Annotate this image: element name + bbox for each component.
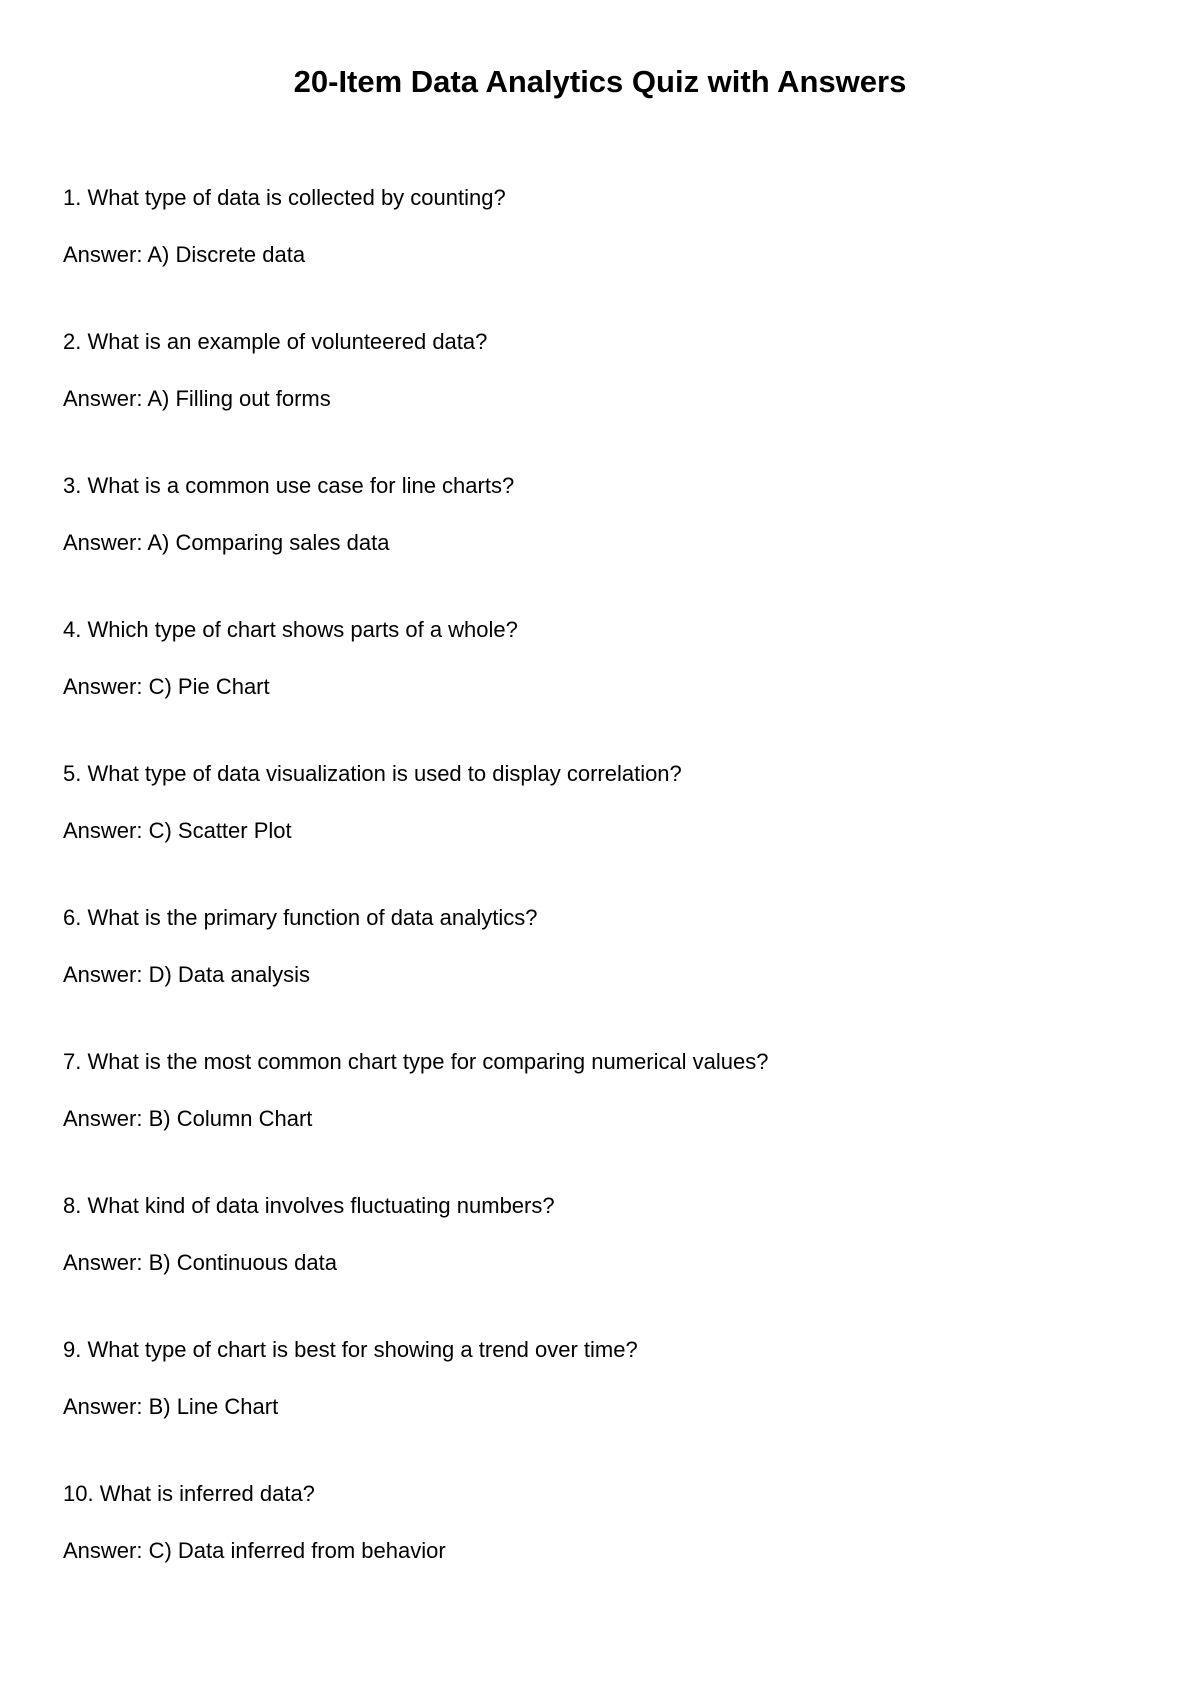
answer-text: Answer: D) Data analysis xyxy=(63,962,310,987)
quiz-item-5 xyxy=(63,759,1143,903)
quiz-item-4 xyxy=(63,615,1143,759)
question-text: 3. What is a common use case for line charts? xyxy=(63,473,515,498)
question-text: 2. What is an example of volunteered data? xyxy=(63,329,488,354)
quiz-item-6 xyxy=(63,903,1143,1047)
answer-text: Answer: A) Filling out forms xyxy=(63,386,331,411)
quiz-list xyxy=(63,183,1143,1623)
quiz-item-10 xyxy=(63,1479,1143,1623)
answer-text: Answer: C) Data inferred from behavior xyxy=(63,1538,446,1563)
quiz-item-2 xyxy=(63,327,1143,471)
answer-text: Answer: B) Continuous data xyxy=(63,1250,337,1275)
question-text: 5. What type of data visualization is used to display correlation? xyxy=(63,761,682,786)
page-title: 20-Item Data Analytics Quiz with Answers xyxy=(293,64,907,99)
answer-text: Answer: B) Column Chart xyxy=(63,1106,313,1131)
quiz-item-3 xyxy=(63,471,1143,615)
question-text: 7. What is the most common chart type for comparing numerical values? xyxy=(63,1049,769,1074)
quiz-item-7 xyxy=(63,1047,1143,1191)
question-text: 6. What is the primary function of data analytics? xyxy=(63,905,538,930)
question-text: 4. Which type of chart shows parts of a whole? xyxy=(63,617,518,642)
question-text: 9. What type of chart is best for showing a trend over time? xyxy=(63,1337,638,1362)
quiz-item-1 xyxy=(63,183,1143,327)
quiz-item-8 xyxy=(63,1191,1143,1335)
answer-text: Answer: C) Pie Chart xyxy=(63,674,270,699)
question-text: 1. What type of data is collected by counting? xyxy=(63,185,506,210)
answer-text: Answer: B) Line Chart xyxy=(63,1394,279,1419)
answer-text: Answer: C) Scatter Plot xyxy=(63,818,292,843)
answer-text: Answer: A) Discrete data xyxy=(63,242,306,267)
question-text: 8. What kind of data involves fluctuating numbers? xyxy=(63,1193,555,1218)
question-text: 10. What is inferred data? xyxy=(63,1481,315,1506)
quiz-item-9 xyxy=(63,1335,1143,1479)
answer-text: Answer: A) Comparing sales data xyxy=(63,530,390,555)
